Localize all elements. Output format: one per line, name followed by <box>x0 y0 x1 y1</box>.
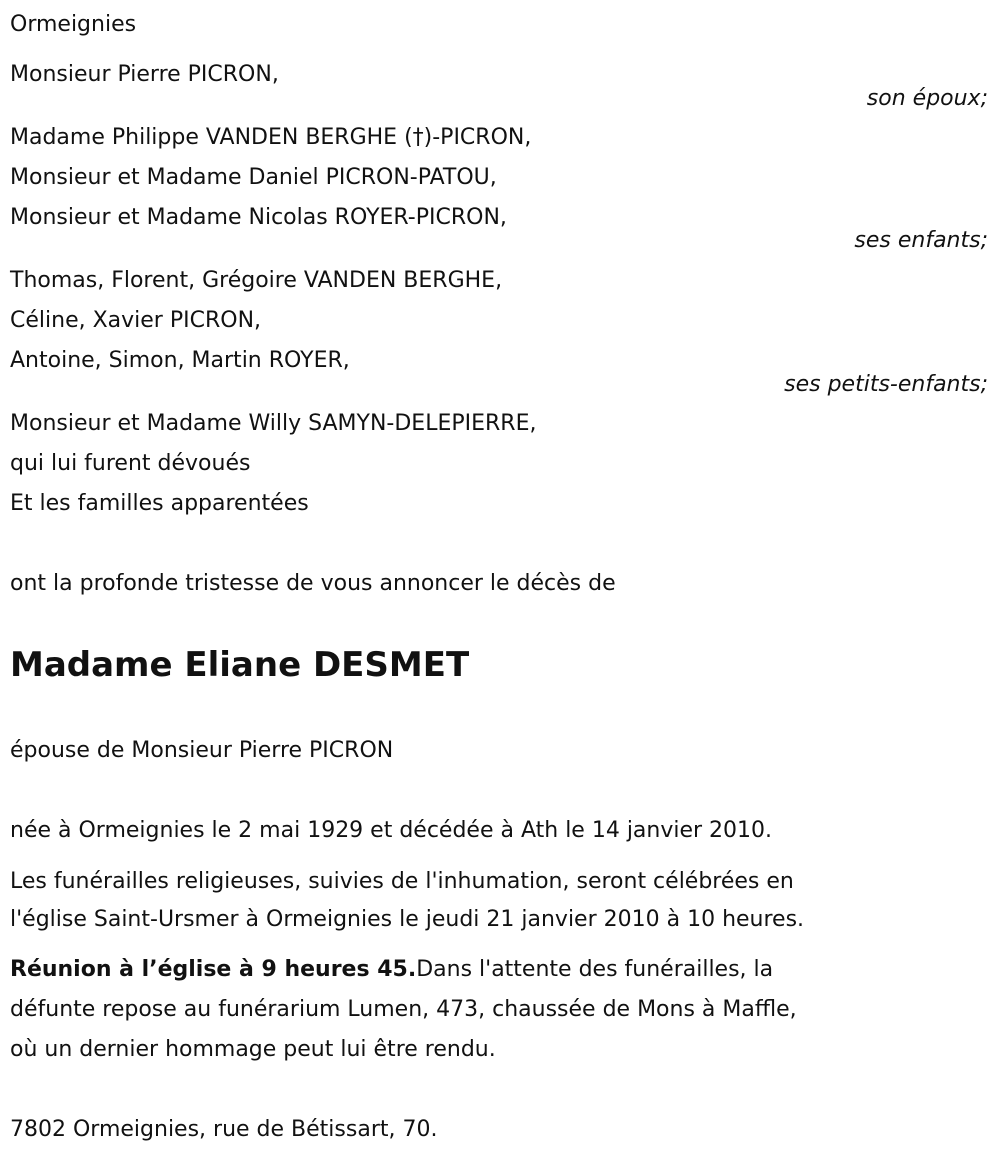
spouse-role: son époux; <box>866 86 988 111</box>
grandchild-line: Thomas, Florent, Grégoire VANDEN BERGHE, <box>10 268 503 293</box>
other-line: qui lui furent dévoués <box>10 451 251 476</box>
other-line: Monsieur et Madame Willy SAMYN-DELEPIERRE, <box>10 411 537 436</box>
grandchildren-role: ses petits-enfants; <box>784 372 988 397</box>
children-role: ses enfants; <box>854 228 988 253</box>
child-line: Monsieur et Madame Nicolas ROYER-PICRON, <box>10 205 507 230</box>
child-line: Madame Philippe VANDEN BERGHE (†)-PICRON, <box>10 125 532 150</box>
child-line: Monsieur et Madame Daniel PICRON-PATOU, <box>10 165 497 190</box>
deceased-name: Madame Eliane DESMET <box>10 645 470 685</box>
funeral-line: Les funérailles religieuses, suivies de l'inhumation, seront célébrées en <box>10 869 794 894</box>
birth-death: née à Ormeignies le 2 mai 1929 et décédée à Ath le 14 janvier 2010. <box>10 818 773 843</box>
rest-line: défunte repose au funérarium Lumen, 473, chaussée de Mons à Maffle, <box>10 997 797 1022</box>
funeral-line: l'église Saint-Ursmer à Ormeignies le jeudi 21 janvier 2010 à 10 heures. <box>10 907 805 932</box>
spouse: Monsieur Pierre PICRON, <box>10 62 279 87</box>
other-line: Et les familles apparentées <box>10 491 309 516</box>
meeting-line <box>10 955 773 985</box>
address: 7802 Ormeignies, rue de Bétissart, 70. <box>10 1117 438 1142</box>
announcement: ont la profonde tristesse de vous annoncer le décès de <box>10 571 616 596</box>
place: Ormeignies <box>10 12 137 37</box>
grandchild-line: Antoine, Simon, Martin ROYER, <box>10 348 350 373</box>
rest-line: où un dernier hommage peut lui être rendu. <box>10 1037 496 1062</box>
meeting-rest: Dans l'attente des funérailles, la <box>416 957 774 982</box>
grandchild-line: Céline, Xavier PICRON, <box>10 308 262 333</box>
meeting-bold: Réunion à l’église à 9 heures 45. <box>10 957 417 982</box>
spouse-of: épouse de Monsieur Pierre PICRON <box>10 738 394 763</box>
